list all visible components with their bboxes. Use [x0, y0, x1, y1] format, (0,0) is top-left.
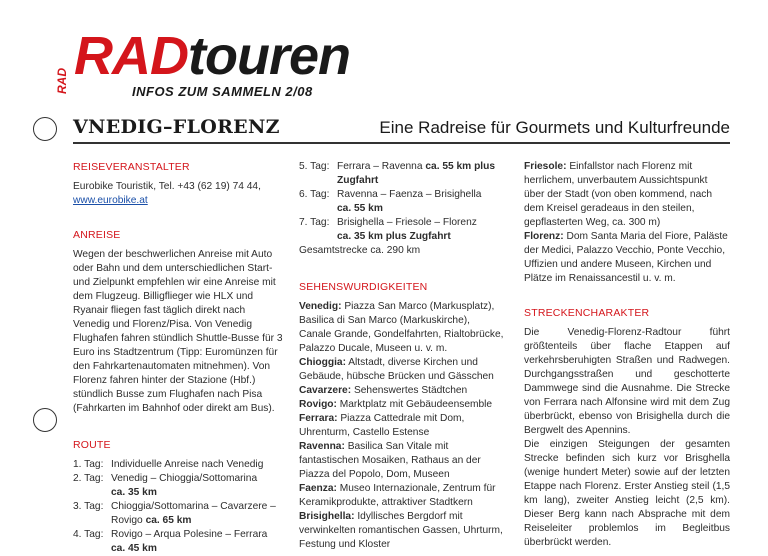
- heading-route: ROUTE: [73, 439, 111, 451]
- column-3: [524, 160, 730, 550]
- sight-item: Chioggia: Altstadt, diverse Kirchen und Gebäude, hübsche Brücken und Gässchen: [299, 357, 494, 382]
- gesamtstrecke: Gesamtstrecke ca. 290 km: [299, 245, 421, 256]
- page-title: VNEDIG–FLORENZ: [73, 116, 280, 138]
- route-item: 4. Tag: Rovigo – Arqua Polesine – Ferrara ca. 45 km: [73, 529, 268, 554]
- route-item: 3. Tag: Chioggia/Sottomarina – Cavarzere – Rovigo ca. 65 km: [73, 501, 276, 526]
- sight-item: Cavarzere: Sehenswertes Städtchen: [299, 385, 468, 396]
- title-rule: [73, 142, 730, 144]
- sight-item: Friesole: Einfallstor nach Florenz mit herrlichem, unverbautem Aussichtspunkt über der Stadt (von oben kommend, nach dem Kreisel geradeaus in den steilen, gepflasterten Weg, ca. 300 m): [524, 161, 713, 228]
- route-item: 2. Tag: Venedig – Chioggia/Sottomarina ca. 35 km: [73, 473, 258, 498]
- strecke-text-2: Die einzigen Steigungen der gesamten Strecke befinden sich kurz vor Brisghella (wenige hundert Meter) sowie auf der letzten Etappe nach Florenz. Erster Anstieg steil (1,5 km lang), zweiter Anstieg leicht (2,5 km). Dieser Berg kann nach Absprache mit dem Reiseleiter problemlos im Begleitbus überbrückt werden.: [524, 439, 730, 548]
- route-item: 1. Tag: Individuelle Anreise nach Venedig: [73, 459, 264, 470]
- eurobike-link[interactable]: www.eurobike.at: [73, 195, 148, 206]
- sight-item: Rovigo: Marktplatz mit Gebäudeensemble: [299, 399, 493, 410]
- sight-item: Florenz: Dom Santa Maria del Fiore, Paläste der Medici, Palazzo Vecchio, Ponte Vecchio, Uffizien und andere Museen, Kirchen und Plätze im Renaissancestil u. v. m.: [524, 231, 728, 284]
- binder-hole-bottom: [33, 408, 57, 432]
- logo-subtitle: INFOS ZUM SAMMELN 2/08: [132, 84, 313, 99]
- sight-item: Ferrara: Piazza Cattedrale mit Dom, Uhrenturm, Castello Estense: [299, 413, 465, 438]
- sights-list: [299, 300, 505, 552]
- logo: [74, 28, 350, 84]
- route-list: [73, 458, 283, 556]
- column-2: [299, 160, 505, 552]
- heading-sehenswuerdigkeiten: SEHENSWURDIGKEITEN: [299, 281, 428, 293]
- sight-item: Faenza: Museo Internazionale, Zentrum für Keramikprodukte, attraktiver Stadtkern: [299, 483, 496, 508]
- column-1: [73, 160, 283, 556]
- route-item: 6. Tag: Ravenna – Faenza – Brisighella ca. 55 km: [299, 189, 482, 214]
- logo-rad: RAD: [74, 26, 188, 86]
- sight-item: Ravenna: Basilica San Vitale mit fantastischen Mosaiken, Rathaus an der Piazza del Popolo, Dom, Museen: [299, 441, 481, 480]
- anreise-text: Wegen der beschwerlichen Anreise mit Auto oder Bahn und dem unterschiedlichen Start- und Zielpunkt empfehlen wir eine Anreise mit dem Flugzeug. Billigflieger wie HLX und Ryanair fliegen fast täglich direkt nach Venedig und Florenz/Pisa. Von Venedig Flughafen fahren stündlich Shuttle-Busse für 3 Euro ins Stadtzentrum (Tipp: Euromünzen für den Fahrkartenautomaten mitnehmen). Von Florenz fahren hinter der Stazione (Hbf.) stündlich Busse zum Flughafen nach Pisa (Fahrkarten im Bahnhof oder direkt am Bus).: [73, 249, 283, 414]
- logo-vertical-text: RAD: [55, 68, 69, 94]
- route-item: 7. Tag: Brisighella – Friesole – Florenz ca. 35 km plus Zugfahrt: [299, 217, 477, 242]
- binder-hole-top: [33, 117, 57, 141]
- sight-item: Venedig: Piazza San Marco (Markusplatz), Basilica di San Marco (Markuskirche), Canale Grande, Gondelfahrten, Rialtobrücke, Palazzo Ducale, Museen u. v. m.: [299, 301, 504, 354]
- page-subtitle: Eine Radreise für Gourmets und Kulturfreunde: [379, 118, 730, 137]
- heading-anreise: ANREISE: [73, 229, 121, 241]
- route-item: 5. Tag: Ferrara – Ravenna ca. 55 km plus Zugfahrt: [299, 161, 496, 186]
- heading-reiseveranstalter: REISEVERANSTALTER: [73, 161, 190, 173]
- veranstalter-text: Eurobike Touristik, Tel. +43 (62 19) 74 44,: [73, 181, 261, 192]
- sight-item: Brisighella: Idyllisches Bergdorf mit verwinkelten romantischen Gassen, Uhrturm, Festung und Kloster: [299, 511, 503, 550]
- heading-streckencharakter: STRECKENCHARAKTER: [524, 307, 650, 319]
- strecke-text: Die Venedig-Florenz-Radtour führt größtenteils über flache Etappen auf verkehrsberuhigten Straßen und Radwegen. Durchgangsstraßen und geschotterte Dammwege sind die Ausnahme. Die Strecke von Ferrara nach Alfonsine wird mit dem Zug überbrückt, ebenso von Brisighella durch die Bergwelt des Apennins.: [524, 327, 730, 436]
- logo-touren: touren: [188, 26, 350, 86]
